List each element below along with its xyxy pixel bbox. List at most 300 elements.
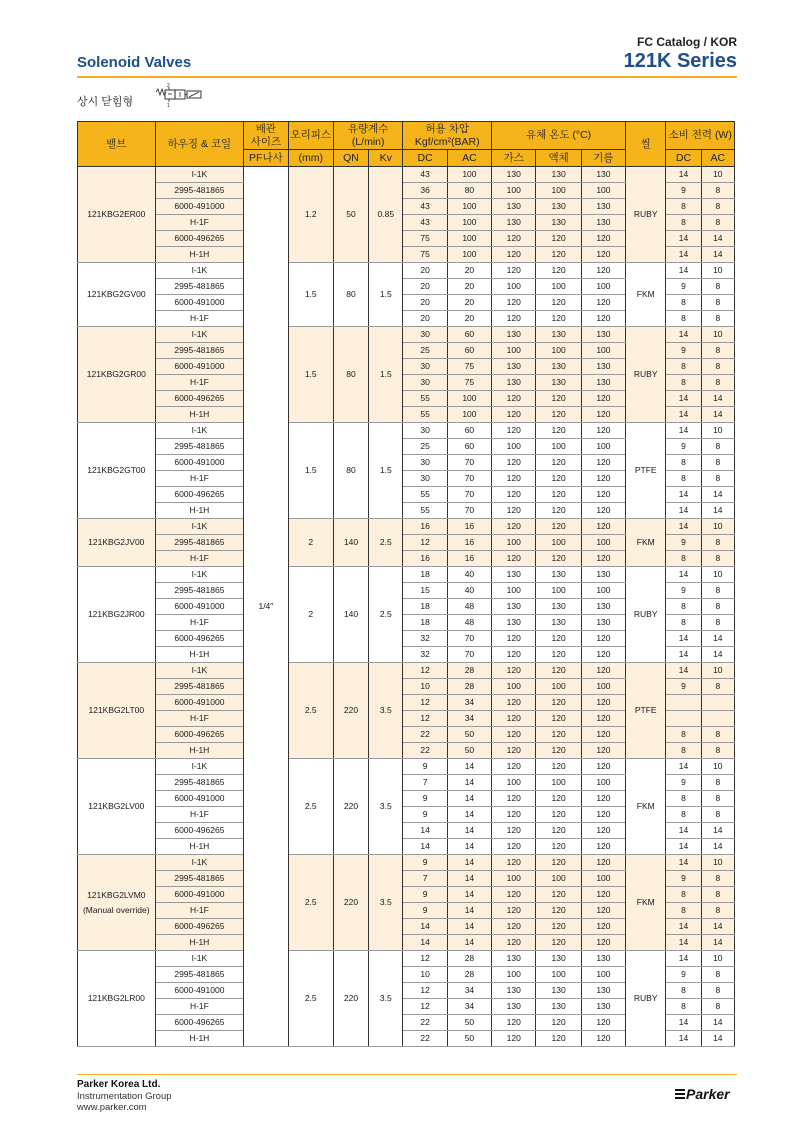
housing-coil-cell: H-1H [155,407,244,423]
pressure-ac-cell: 100 [447,167,491,183]
power-ac-cell: 8 [701,215,734,231]
temp-gas-cell: 100 [492,871,536,887]
temp-oil-cell: 120 [581,551,625,567]
pressure-ac-cell: 50 [447,743,491,759]
housing-coil-cell: 6000-491000 [155,199,244,215]
valve-model-code: 121KBG2GV00 [86,289,146,299]
pressure-dc-cell: 22 [403,727,447,743]
kv-cell: 0.85 [369,167,403,263]
power-dc-cell: 8 [666,471,701,487]
col-temp-gas: 가스 [492,150,536,167]
port-size-cell: 1/4" [244,167,288,1047]
temp-liquid-cell: 120 [536,903,581,919]
power-ac-cell: 10 [701,855,734,871]
temp-gas-cell: 120 [492,647,536,663]
footer-rule [77,1074,737,1075]
power-dc-cell: 14 [666,423,701,439]
power-dc-cell: 8 [666,199,701,215]
temp-oil-cell: 130 [581,951,625,967]
pressure-dc-cell: 12 [403,535,447,551]
temp-oil-cell: 120 [581,391,625,407]
temp-gas-cell: 100 [492,343,536,359]
pressure-dc-cell: 30 [403,375,447,391]
power-ac-cell: 10 [701,663,734,679]
qn-cell: 220 [333,951,368,1047]
pressure-dc-cell: 9 [403,791,447,807]
seal-cell: RUBY [626,951,666,1047]
power-ac-cell: 10 [701,519,734,535]
temp-gas-cell: 120 [492,407,536,423]
col-flow-coefficient: 유량계수 (L/min) [333,122,403,150]
power-dc-cell: 14 [666,935,701,951]
pressure-ac-cell: 40 [447,583,491,599]
valve-model [78,855,156,951]
pressure-dc-cell: 22 [403,1031,447,1047]
temp-gas-cell: 100 [492,183,536,199]
temp-oil-cell: 100 [581,679,625,695]
power-dc-cell: 14 [666,567,701,583]
division-name: Instrumentation Group [77,1091,172,1102]
table-row [78,519,735,535]
power-dc-cell: 14 [666,327,701,343]
power-dc-cell: 9 [666,871,701,887]
temp-oil-cell: 100 [581,535,625,551]
temp-liquid-cell: 120 [536,487,581,503]
temp-liquid-cell: 120 [536,727,581,743]
seal-cell: FKM [626,263,666,327]
temp-liquid-cell: 100 [536,535,581,551]
power-ac-cell: 8 [701,871,734,887]
orifice-cell: 1.2 [288,167,333,263]
temp-liquid-cell: 120 [536,759,581,775]
temp-gas-cell: 120 [492,919,536,935]
temp-liquid-cell: 130 [536,567,581,583]
temp-oil-cell: 120 [581,423,625,439]
temp-liquid-cell: 130 [536,375,581,391]
col-fluid-temp: 유체 온도 (°C) [492,122,626,150]
power-dc-cell: 9 [666,775,701,791]
col-pressure-dc: DC [403,150,447,167]
power-dc-cell: 14 [666,519,701,535]
catalog-label: FC Catalog / KOR [636,35,737,49]
col-kv: Kv [369,150,403,167]
temp-liquid-cell: 130 [536,167,581,183]
series-title: 121K Series [623,50,737,72]
temp-gas-cell: 130 [492,215,536,231]
valve-model [78,519,156,567]
temp-oil-cell: 130 [581,983,625,999]
pressure-ac-cell: 28 [447,967,491,983]
valve-model-code: 121KBG2LV00 [88,801,145,811]
temp-liquid-cell: 130 [536,951,581,967]
power-dc-cell: 14 [666,487,701,503]
housing-coil-cell: 6000-491000 [155,599,244,615]
pressure-dc-cell: 30 [403,423,447,439]
power-dc-cell: 14 [666,855,701,871]
temp-liquid-cell: 120 [536,407,581,423]
temp-oil-cell: 120 [581,855,625,871]
temp-liquid-cell: 130 [536,599,581,615]
housing-coil-cell: H-1F [155,471,244,487]
housing-coil-cell: H-1H [155,743,244,759]
col-qn: QN [333,150,368,167]
housing-coil-cell: 6000-496265 [155,391,244,407]
temp-oil-cell: 100 [581,871,625,887]
col-orifice-unit: (mm) [288,150,333,167]
temp-liquid-cell: 120 [536,391,581,407]
power-ac-cell: 14 [701,919,734,935]
temp-oil-cell: 120 [581,471,625,487]
temp-liquid-cell: 120 [536,1031,581,1047]
col-seal: 씰 [626,122,666,167]
website-link[interactable]: www.parker.com [77,1102,147,1113]
power-ac-cell: 14 [701,1015,734,1031]
temp-gas-cell: 130 [492,615,536,631]
temp-liquid-cell: 100 [536,279,581,295]
pressure-ac-cell: 100 [447,407,491,423]
pressure-ac-cell: 20 [447,279,491,295]
temp-oil-cell: 120 [581,519,625,535]
pressure-dc-cell: 75 [403,247,447,263]
pressure-ac-cell: 70 [447,631,491,647]
temp-gas-cell: 120 [492,935,536,951]
temp-liquid-cell: 100 [536,871,581,887]
pressure-ac-cell: 70 [447,503,491,519]
kv-cell: 1.5 [369,327,403,423]
solenoid-valve-symbol-icon [154,81,216,107]
power-dc-cell: 8 [666,311,701,327]
temp-oil-cell: 120 [581,823,625,839]
temp-gas-cell: 120 [492,455,536,471]
qn-cell: 140 [333,519,368,567]
pressure-ac-cell: 40 [447,567,491,583]
orifice-cell: 2 [288,567,333,663]
housing-coil-cell: H-1F [155,903,244,919]
pressure-dc-cell: 10 [403,679,447,695]
housing-coil-cell: H-1H [155,247,244,263]
pressure-dc-cell: 43 [403,167,447,183]
housing-coil-cell: 6000-496265 [155,1015,244,1031]
orifice-cell: 2.5 [288,663,333,759]
qn-cell: 50 [333,167,368,263]
temp-liquid-cell: 120 [536,247,581,263]
temp-liquid-cell: 120 [536,455,581,471]
temp-gas-cell: 120 [492,743,536,759]
pressure-ac-cell: 60 [447,423,491,439]
power-ac-cell: 14 [701,1031,734,1047]
pressure-ac-cell: 34 [447,711,491,727]
power-ac-cell: 8 [701,615,734,631]
temp-liquid-cell: 120 [536,663,581,679]
pressure-ac-cell: 14 [447,791,491,807]
housing-coil-cell: H-1F [155,615,244,631]
housing-coil-cell: I-1K [155,263,244,279]
housing-coil-cell: 6000-496265 [155,631,244,647]
temp-gas-cell: 120 [492,695,536,711]
temp-gas-cell: 120 [492,823,536,839]
seal-cell: PTFE [626,423,666,519]
housing-coil-cell: 6000-496265 [155,919,244,935]
orifice-cell: 2.5 [288,759,333,855]
temp-liquid-cell: 120 [536,695,581,711]
symbol-port-1-label: 1 [167,103,170,107]
power-ac-cell: 14 [701,823,734,839]
pressure-ac-cell: 100 [447,231,491,247]
temp-gas-cell: 130 [492,599,536,615]
power-dc-cell: 9 [666,183,701,199]
power-dc-cell: 8 [666,791,701,807]
power-dc-cell: 9 [666,967,701,983]
pressure-ac-cell: 14 [447,855,491,871]
pressure-ac-cell: 14 [447,871,491,887]
power-ac-cell: 10 [701,263,734,279]
table-row [78,663,735,679]
pressure-ac-cell: 14 [447,887,491,903]
temp-oil-cell: 120 [581,887,625,903]
temp-liquid-cell: 130 [536,615,581,631]
pressure-dc-cell: 18 [403,599,447,615]
table-row [78,423,735,439]
pressure-dc-cell: 14 [403,935,447,951]
pressure-dc-cell: 14 [403,919,447,935]
kv-cell: 2.5 [369,519,403,567]
pressure-ac-cell: 70 [447,455,491,471]
col-pressure: 허용 차압 Kgf/cm²(BAR) [403,122,492,150]
housing-coil-cell: I-1K [155,519,244,535]
power-dc-cell: 8 [666,807,701,823]
housing-coil-cell: 6000-491000 [155,295,244,311]
power-ac-cell: 8 [701,183,734,199]
power-dc-cell: 8 [666,903,701,919]
seal-cell: RUBY [626,327,666,423]
pressure-ac-cell: 34 [447,983,491,999]
housing-coil-cell: 2995-481865 [155,343,244,359]
pressure-ac-cell: 14 [447,935,491,951]
temp-gas-cell: 130 [492,327,536,343]
housing-coil-cell: 6000-491000 [155,695,244,711]
temp-oil-cell: 100 [581,583,625,599]
housing-coil-cell: I-1K [155,423,244,439]
pressure-dc-cell: 10 [403,967,447,983]
seal-cell: FKM [626,759,666,855]
housing-coil-cell: 6000-496265 [155,231,244,247]
qn-cell: 80 [333,327,368,423]
housing-coil-cell: I-1K [155,855,244,871]
power-dc-cell: 8 [666,295,701,311]
kv-cell: 1.5 [369,423,403,519]
power-dc-cell: 8 [666,743,701,759]
pressure-dc-cell: 7 [403,871,447,887]
power-ac-cell: 10 [701,759,734,775]
pressure-ac-cell: 100 [447,199,491,215]
power-ac-cell: 10 [701,567,734,583]
valve-model-note: (Manual override) [82,904,150,915]
power-ac-cell: 8 [701,983,734,999]
power-dc-cell: 9 [666,343,701,359]
temp-oil-cell: 120 [581,807,625,823]
table-row [78,327,735,343]
power-dc-cell: 8 [666,455,701,471]
temp-gas-cell: 120 [492,471,536,487]
temp-gas-cell: 120 [492,263,536,279]
temp-liquid-cell: 100 [536,583,581,599]
housing-coil-cell: I-1K [155,167,244,183]
pressure-ac-cell: 60 [447,327,491,343]
temp-liquid-cell: 130 [536,999,581,1015]
pressure-ac-cell: 50 [447,1031,491,1047]
power-ac-cell: 10 [701,327,734,343]
power-dc-cell: 14 [666,231,701,247]
pressure-dc-cell: 32 [403,631,447,647]
temp-liquid-cell: 120 [536,551,581,567]
temp-gas-cell: 120 [492,759,536,775]
power-ac-cell: 10 [701,951,734,967]
valve-model [78,423,156,519]
power-dc-cell: 14 [666,503,701,519]
temp-liquid-cell: 120 [536,919,581,935]
temp-oil-cell: 120 [581,487,625,503]
temp-liquid-cell: 120 [536,1015,581,1031]
col-orifice: 오리피스 [288,122,333,150]
temp-liquid-cell: 120 [536,855,581,871]
power-dc-cell: 14 [666,391,701,407]
power-ac-cell: 14 [701,391,734,407]
pressure-dc-cell: 30 [403,359,447,375]
power-ac-cell: 8 [701,311,734,327]
pressure-dc-cell: 14 [403,839,447,855]
pressure-dc-cell: 36 [403,183,447,199]
col-power: 소비 전력 (W) [666,122,735,150]
qn-cell: 220 [333,663,368,759]
power-dc-cell: 14 [666,631,701,647]
valve-model [78,663,156,759]
seal-cell: FKM [626,855,666,951]
power-ac-cell: 8 [701,199,734,215]
qn-cell: 140 [333,567,368,663]
temp-gas-cell: 100 [492,679,536,695]
pressure-dc-cell: 12 [403,711,447,727]
table-row [78,855,735,871]
pressure-dc-cell: 55 [403,503,447,519]
pressure-dc-cell: 12 [403,999,447,1015]
temp-oil-cell: 120 [581,695,625,711]
pressure-dc-cell: 25 [403,343,447,359]
temp-gas-cell: 120 [492,855,536,871]
temp-oil-cell: 130 [581,599,625,615]
power-ac-cell: 10 [701,167,734,183]
pressure-dc-cell: 20 [403,279,447,295]
temp-liquid-cell: 100 [536,183,581,199]
col-port-thread: PF나사 [244,150,288,167]
temp-liquid-cell: 120 [536,311,581,327]
power-ac-cell: 8 [701,439,734,455]
power-ac-cell: 8 [701,535,734,551]
temp-liquid-cell: 100 [536,343,581,359]
housing-coil-cell: 6000-496265 [155,823,244,839]
logo-text: Parker [686,1086,730,1102]
power-ac-cell: 8 [701,343,734,359]
pressure-dc-cell: 18 [403,615,447,631]
temp-oil-cell: 120 [581,711,625,727]
temp-gas-cell: 120 [492,807,536,823]
temp-gas-cell: 130 [492,375,536,391]
kv-cell: 1.5 [369,263,403,327]
pressure-dc-cell: 12 [403,951,447,967]
pressure-dc-cell: 55 [403,391,447,407]
power-ac-cell: 8 [701,679,734,695]
qn-cell: 220 [333,759,368,855]
section-title: Solenoid Valves [77,54,192,71]
temp-oil-cell: 120 [581,503,625,519]
power-ac-cell: 8 [701,743,734,759]
pressure-dc-cell: 20 [403,311,447,327]
power-dc-cell: 14 [666,951,701,967]
temp-oil-cell: 130 [581,999,625,1015]
kv-cell: 3.5 [369,855,403,951]
housing-coil-cell: I-1K [155,327,244,343]
col-pressure-ac: AC [447,150,491,167]
power-ac-cell: 14 [701,503,734,519]
pressure-ac-cell: 100 [447,215,491,231]
seal-cell: RUBY [626,567,666,663]
power-dc-cell: 8 [666,551,701,567]
pressure-ac-cell: 60 [447,439,491,455]
power-ac-cell [701,711,734,727]
temp-liquid-cell: 120 [536,839,581,855]
housing-coil-cell: H-1F [155,999,244,1015]
temp-oil-cell: 120 [581,295,625,311]
temp-oil-cell: 120 [581,247,625,263]
power-dc-cell: 8 [666,983,701,999]
temp-liquid-cell: 120 [536,263,581,279]
housing-coil-cell: I-1K [155,759,244,775]
valve-model [78,263,156,327]
temp-gas-cell: 120 [492,551,536,567]
housing-coil-cell: 2995-481865 [155,183,244,199]
power-dc-cell: 14 [666,647,701,663]
pressure-ac-cell: 34 [447,695,491,711]
temp-gas-cell: 120 [492,423,536,439]
housing-coil-cell: H-1F [155,375,244,391]
temp-oil-cell: 130 [581,167,625,183]
pressure-ac-cell: 28 [447,663,491,679]
valve-model [78,759,156,855]
temp-oil-cell: 100 [581,279,625,295]
temp-oil-cell: 120 [581,935,625,951]
power-ac-cell: 8 [701,375,734,391]
kv-cell: 2.5 [369,567,403,663]
pressure-dc-cell: 32 [403,647,447,663]
power-dc-cell: 9 [666,535,701,551]
temp-liquid-cell: 100 [536,679,581,695]
power-dc-cell: 9 [666,439,701,455]
temp-gas-cell: 120 [492,295,536,311]
valve-model-code: 121KBG2ER00 [87,209,146,219]
temp-gas-cell: 100 [492,535,536,551]
temp-oil-cell: 120 [581,631,625,647]
temp-gas-cell: 130 [492,999,536,1015]
temp-oil-cell: 130 [581,615,625,631]
pressure-ac-cell: 14 [447,919,491,935]
temp-liquid-cell: 130 [536,983,581,999]
power-dc-cell: 9 [666,583,701,599]
pressure-ac-cell: 14 [447,807,491,823]
power-dc-cell: 8 [666,615,701,631]
temp-liquid-cell: 100 [536,775,581,791]
temp-gas-cell: 120 [492,487,536,503]
table-row [78,951,735,967]
temp-oil-cell: 120 [581,791,625,807]
